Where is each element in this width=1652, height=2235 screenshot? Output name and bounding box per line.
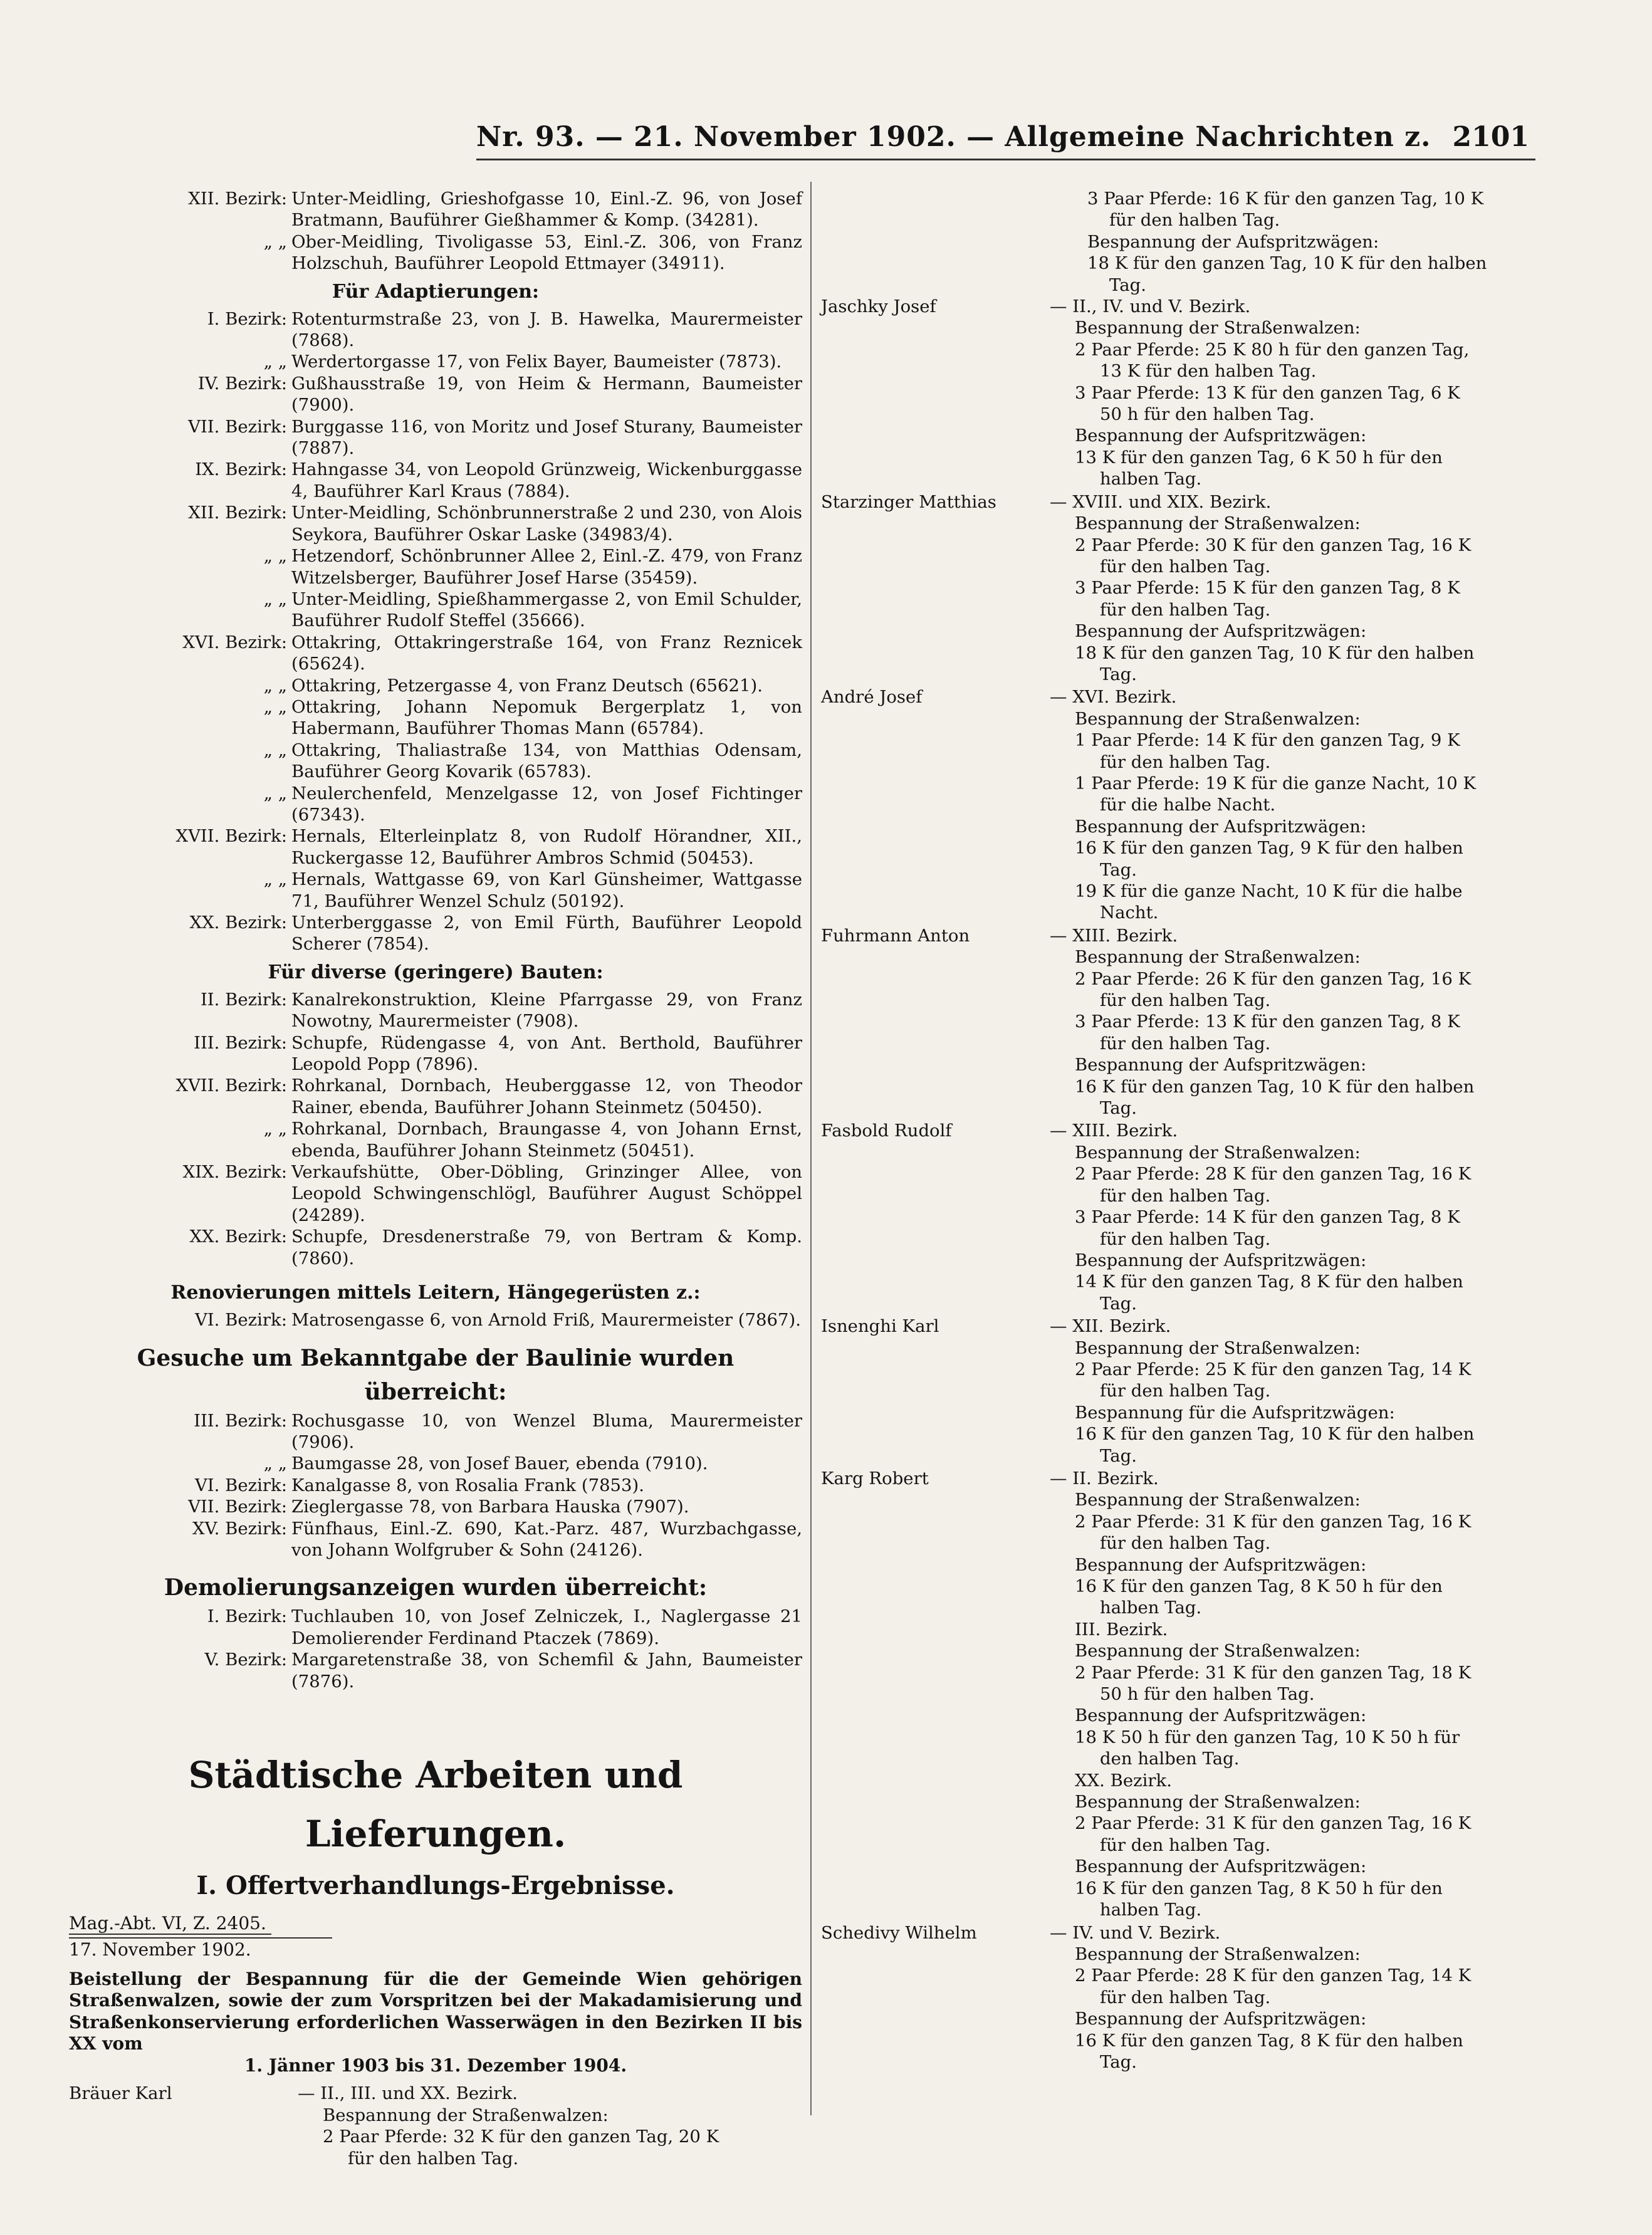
tariff-line: für den halben Tag. bbox=[1100, 1533, 1271, 1554]
entry-text: Zieglergasse 78, von Barbara Hauska (7907). bbox=[291, 1497, 689, 1517]
tariff-line: Bespannung der Aufspritzwägen: bbox=[1075, 1554, 1367, 1575]
district-entry bbox=[69, 1410, 802, 1453]
district-label: XV. Bezirk: bbox=[192, 1518, 287, 1539]
entry-text: Hernals, Wattgasse 69, von Karl Günsheimer, Wattgasse 71, Bauführer Wenzel Schulz (50192). bbox=[291, 869, 802, 911]
district-entry bbox=[69, 589, 802, 632]
entry-text: Ottakring, Johann Nepomuk Bergerplatz 1, von Habermann, Bauführer Thomas Mann (65784). bbox=[291, 696, 802, 739]
district-label: III. Bezirk: bbox=[194, 1032, 287, 1053]
tariff-line: für den halben Tag. bbox=[1100, 599, 1271, 620]
tariff-line: — II., IV. und V. Bezirk. bbox=[1050, 296, 1251, 317]
district-label: VII. Bezirk: bbox=[188, 416, 287, 437]
contractor-entry bbox=[821, 925, 1554, 1119]
tariff-line: 50 h für den halben Tag. bbox=[1100, 1684, 1315, 1705]
entry-text: Matrosengasse 6, von Arnold Friß, Maurermeister (7867). bbox=[291, 1310, 801, 1331]
district-label: „ „ bbox=[263, 740, 287, 760]
contractor-name: Starzinger Matthias bbox=[821, 491, 996, 512]
contractor-entry bbox=[821, 1468, 1554, 1921]
tariff-line: 2 Paar Pferde: 25 K für den ganzen Tag, 14 K bbox=[1075, 1359, 1472, 1379]
entry-text: Ottakring, Ottakringerstraße 164, von Franz Reznicek (65624). bbox=[291, 632, 802, 674]
entry-text: Rochusgasse 10, von Wenzel Bluma, Maurermeister (7906). bbox=[291, 1410, 802, 1452]
district-label: „ „ bbox=[263, 869, 287, 890]
district-label: „ „ bbox=[263, 352, 287, 372]
tariff-line: 3 Paar Pferde: 13 K für den ganzen Tag, 6 K bbox=[1075, 382, 1460, 403]
tariff-line: Tag. bbox=[1100, 2051, 1137, 2072]
district-entry bbox=[69, 869, 802, 912]
tariff-line: 2 Paar Pferde: 30 K für den ganzen Tag, 16 K bbox=[1075, 535, 1472, 555]
entry-text: Tuchlauben 10, von Josef Zelniczek, I., Naglergasse 21 Demolierender Ferdinand Ptaczek (7869). bbox=[291, 1606, 802, 1648]
district-label: VI. Bezirk: bbox=[194, 1310, 287, 1331]
right-column bbox=[821, 188, 1554, 2073]
tender-description: Beistellung der Bespannung für die der Gemeinde Wien gehörigen Straßenwalzen, sowie der zum Vorspritzen bei der Makadamisierung und Straßenkonservierung erforderlichen Wasserwägen in den Bezirken II bis XX vom 1. Jänner 1903 bis 31. Dezember 1904. bbox=[69, 1968, 802, 2076]
district-entry bbox=[69, 1032, 802, 1076]
entry-text: Kanalrekonstruktion, Kleine Pfarrgasse 29, von Franz Nowotny, Maurermeister (7908). bbox=[291, 989, 802, 1032]
left-column bbox=[69, 188, 802, 2169]
district-entry bbox=[69, 1606, 802, 1649]
tariff-line: — XIII. Bezirk. bbox=[1050, 1121, 1178, 1141]
contractor-name: Fuhrmann Anton bbox=[821, 925, 970, 946]
tariff-line: Bespannung der Straßenwalzen: bbox=[1075, 1490, 1361, 1510]
district-label: „ „ bbox=[263, 783, 287, 803]
contractor-entry bbox=[69, 2083, 802, 2169]
adaptierungen-list bbox=[69, 308, 802, 955]
entry-text: Unter-Meidling, Schönbrunnerstraße 2 und 230, von Alois Seykora, Bauführer Oskar Laske (34983/4). bbox=[291, 503, 802, 545]
entry-text: Unterberggasse 2, von Emil Fürth, Bauführer Leopold Scherer (7854). bbox=[291, 913, 802, 955]
tariff-line: 2 Paar Pferde: 26 K für den ganzen Tag, 16 K bbox=[1075, 968, 1472, 989]
contractor-list bbox=[821, 296, 1554, 2073]
district-label: XIX. Bezirk: bbox=[182, 1162, 287, 1183]
district-label: I. Bezirk: bbox=[207, 308, 287, 329]
district-entry bbox=[69, 416, 802, 459]
tender-period: 1. Jänner 1903 bis 31. Dezember 1904. bbox=[244, 2054, 627, 2076]
tariff-line: 2 Paar Pferde: 31 K für den ganzen Tag, 18 K bbox=[1075, 1662, 1472, 1683]
tariff-line: Bespannung der Straßenwalzen: bbox=[1075, 1142, 1361, 1163]
district-label: IV. Bezirk: bbox=[197, 373, 287, 394]
district-label: XVII. Bezirk: bbox=[175, 1076, 287, 1096]
tariff-line: — II., III. und XX. Bezirk. bbox=[298, 2083, 518, 2104]
contractor-entry bbox=[821, 296, 1554, 490]
tariff-line: Bespannung der Straßenwalzen: bbox=[1075, 1944, 1361, 1964]
district-label: XII. Bezirk: bbox=[188, 189, 287, 209]
district-label: „ „ bbox=[263, 1119, 287, 1139]
district-label: VI. Bezirk: bbox=[194, 1475, 287, 1495]
entry-text: Margaretenstraße 38, von Schemfil & Jahn, Baumeister (7876). bbox=[291, 1650, 802, 1692]
tariff-line: 16 K für den ganzen Tag, 8 K für den halben bbox=[1075, 2030, 1463, 2051]
tariff-line: 18 K für den ganzen Tag, 10 K für den halben bbox=[1087, 253, 1487, 274]
district-label: VII. Bezirk: bbox=[188, 1497, 287, 1517]
district-label: „ „ bbox=[263, 675, 287, 696]
tariff-line: Bespannung der Aufspritzwägen: bbox=[1075, 1055, 1367, 1076]
tariff-line: 3 Paar Pferde: 15 K für den ganzen Tag, 8 K bbox=[1075, 578, 1460, 599]
entry-text: Schupfe, Dresdenerstraße 79, von Bertram & Komp. (7860). bbox=[291, 1227, 802, 1269]
tariff-line: für den halben Tag. bbox=[1100, 1228, 1271, 1249]
baulinie-list bbox=[69, 1410, 802, 1561]
tariff-line: Bespannung der Aufspritzwägen: bbox=[1075, 2009, 1367, 2029]
tariff-line: Tag. bbox=[1100, 1445, 1137, 1466]
tariff-line: Nacht. bbox=[1100, 903, 1159, 923]
tariff-line: Bespannung der Straßenwalzen: bbox=[1075, 318, 1361, 338]
district-entry bbox=[69, 1649, 802, 1692]
tariff-line: Tag. bbox=[1100, 859, 1137, 880]
tariff-line: Bespannung der Straßenwalzen: bbox=[1075, 1337, 1361, 1358]
entry-text: Baumgasse 28, von Josef Bauer, ebenda (7910). bbox=[291, 1453, 708, 1474]
tariff-line: für den halben Tag. bbox=[1100, 1835, 1271, 1855]
tariff-line: 18 K für den ganzen Tag, 10 K für den halben bbox=[1075, 642, 1475, 663]
tariff-line: für den halben Tag. bbox=[1100, 1185, 1271, 1206]
district-label: „ „ bbox=[263, 589, 287, 609]
district-entry bbox=[69, 740, 802, 783]
tariff-line: — XVI. Bezirk. bbox=[1050, 687, 1177, 708]
header-rule bbox=[476, 159, 1535, 160]
tariff-line: für den halben Tag. bbox=[1100, 751, 1271, 772]
district-label: XVII. Bezirk: bbox=[175, 826, 287, 847]
tariff-line: Bespannung der Aufspritzwägen: bbox=[1075, 1250, 1367, 1270]
district-entry bbox=[69, 459, 802, 502]
district-label: „ „ bbox=[263, 696, 287, 717]
tariff-line: Bespannung der Straßenwalzen: bbox=[1075, 1792, 1361, 1813]
contractor-name: Karg Robert bbox=[821, 1468, 929, 1489]
tariff-line: 3 Paar Pferde: 16 K für den ganzen Tag, 10 K bbox=[1087, 189, 1484, 209]
tariff-line: 14 K für den ganzen Tag, 8 K für den halben bbox=[1075, 1272, 1463, 1292]
tariff-line: Tag. bbox=[1100, 1098, 1137, 1119]
tariff-line: 19 K für die ganze Nacht, 10 K für die halbe bbox=[1075, 881, 1463, 901]
tariff-line: 16 K für den ganzen Tag, 8 K 50 h für den bbox=[1075, 1576, 1443, 1596]
tariff-line: 16 K für den ganzen Tag, 10 K für den halben bbox=[1075, 1424, 1475, 1445]
district-label: „ „ bbox=[263, 1453, 287, 1474]
column-divider bbox=[810, 182, 812, 2115]
entry-text: Hernals, Elterleinplatz 8, von Rudolf Hörandner, XII., Ruckergasse 12, Bauführer Ambros Schmid (50453). bbox=[291, 826, 802, 868]
entry-text: Fünfhaus, Einl.-Z. 690, Kat.-Parz. 487, Wurzbachgasse, von Johann Wolfgruber & Sohn (24126). bbox=[291, 1518, 802, 1560]
district-entry bbox=[69, 1453, 802, 1474]
tariff-line: für den halben Tag. bbox=[348, 2148, 519, 2169]
entry-text: Kanalgasse 8, von Rosalia Frank (7853). bbox=[291, 1475, 645, 1495]
tariff-line: Bespannung der Straßenwalzen: bbox=[1075, 947, 1361, 968]
tariff-line: für den halben Tag. bbox=[1100, 990, 1271, 1011]
tariff-line: Bespannung der Aufspritzwägen: bbox=[1075, 816, 1367, 837]
district-entry bbox=[69, 1226, 802, 1269]
continued-contractor-lines bbox=[821, 188, 1554, 296]
tariff-line: für den halben Tag. bbox=[1109, 210, 1280, 231]
tariff-line: Bespannung der Straßenwalzen: bbox=[1075, 513, 1361, 534]
entry-text: Unter-Meidling, Spießhammergasse 2, von Emil Schulder, Bauführer Rudolf Steffel (35666). bbox=[291, 589, 802, 631]
contractor-entry bbox=[821, 1922, 1554, 2073]
district-entry bbox=[69, 188, 802, 231]
tariff-line: Tag. bbox=[1100, 664, 1137, 684]
tariff-line: — XVIII. und XIX. Bezirk. bbox=[1050, 491, 1272, 512]
district-entry bbox=[69, 783, 802, 826]
entry-text: Hahngasse 34, von Leopold Grünzweig, Wickenburggasse 4, Bauführer Karl Kraus (7884). bbox=[291, 459, 802, 501]
staedtische-arbeiten-heading: Städtische Arbeiten und Lieferungen. bbox=[188, 1753, 683, 1855]
district-entry bbox=[69, 1161, 802, 1226]
district-entry bbox=[69, 675, 802, 696]
entry-text: Ottakring, Petzergasse 4, von Franz Deutsch (65621). bbox=[291, 675, 763, 696]
entry-text: Schupfe, Rüdengasse 4, von Ant. Berthold, Bauführer Leopold Popp (7896). bbox=[291, 1032, 802, 1075]
district-entry bbox=[69, 825, 802, 869]
tariff-line: Bespannung der Straßenwalzen: bbox=[1075, 708, 1361, 729]
entry-text: Rohrkanal, Dornbach, Heuberggasse 12, von Theodor Rainer, ebenda, Bauführer Johann Steinmetz (50450). bbox=[291, 1076, 802, 1118]
contractor-name: Bräuer Karl bbox=[69, 2083, 172, 2104]
entry-text: Hetzendorf, Schönbrunner Allee 2, Einl.-Z. 479, von Franz Witzelsberger, Bauführer Josef Harse (35459). bbox=[291, 546, 802, 588]
contractor-name: Fasbold Rudolf bbox=[821, 1121, 952, 1141]
contractor-entry bbox=[821, 686, 1554, 923]
tariff-line: für den halben Tag. bbox=[1100, 1987, 1271, 2007]
tariff-line: 13 K für den ganzen Tag, 6 K 50 h für den bbox=[1075, 447, 1443, 468]
tariff-line: für den halben Tag. bbox=[1100, 1033, 1271, 1054]
tariff-line: 2 Paar Pferde: 32 K für den ganzen Tag, 20 K bbox=[323, 2127, 719, 2147]
contractor-name: André Josef bbox=[821, 687, 923, 708]
district-label: „ „ bbox=[263, 546, 287, 567]
tariff-line: 16 K für den ganzen Tag, 8 K 50 h für den bbox=[1075, 1878, 1443, 1898]
tariff-line: halben Tag. bbox=[1100, 1598, 1202, 1618]
header-title: Nr. 93. — 21. November 1902. — Allgemeine Nachrichten z. bbox=[476, 121, 1431, 153]
district-entry bbox=[69, 1518, 802, 1561]
district-entry bbox=[69, 373, 802, 416]
district-label: XII. Bezirk: bbox=[188, 503, 287, 523]
tariff-line: Tag. bbox=[1100, 1293, 1137, 1314]
diverse-heading: Für diverse (geringere) Bauten: bbox=[268, 961, 604, 983]
tariff-line: — IV. und V. Bezirk. bbox=[1050, 1922, 1221, 1943]
demolierung-list bbox=[69, 1606, 802, 1692]
entry-text: Gußhausstraße 19, von Heim & Hermann, Baumeister (7900). bbox=[291, 373, 802, 416]
district-label: V. Bezirk: bbox=[204, 1650, 287, 1670]
tariff-line: Bespannung der Aufspritzwägen: bbox=[1075, 426, 1367, 446]
tariff-line: Bespannung der Aufspritzwägen: bbox=[1075, 1705, 1367, 1726]
building-permits-list bbox=[69, 188, 802, 275]
demolierung-heading: Demolierungsanzeigen wurden überreicht: bbox=[164, 1574, 708, 1601]
offert-heading: I. Offertverhandlungs-Ergebnisse. bbox=[196, 1870, 675, 1900]
contractor-entry bbox=[821, 491, 1554, 686]
district-entry bbox=[69, 1496, 802, 1517]
contractor-name: Schedivy Wilhelm bbox=[821, 1922, 977, 1943]
tariff-line: 3 Paar Pferde: 13 K für den ganzen Tag, 8 K bbox=[1075, 1012, 1460, 1032]
district-entry bbox=[69, 989, 802, 1032]
district-label: XVI. Bezirk: bbox=[182, 632, 287, 652]
contractor-entry bbox=[821, 1316, 1554, 1467]
adaptierungen-heading: Für Adaptierungen: bbox=[332, 280, 540, 303]
tariff-line: — XIII. Bezirk. bbox=[1050, 925, 1178, 946]
tariff-line: 1 Paar Pferde: 19 K für die ganze Nacht, 10 K bbox=[1075, 773, 1476, 793]
entry-text: Burggasse 116, von Moritz und Josef Sturany, Baumeister (7887). bbox=[291, 416, 802, 459]
entry-text: Unter-Meidling, Grieshofgasse 10, Einl.-Z. 96, von Josef Bratmann, Bauführer Gießhammer & Komp. (34281). bbox=[291, 189, 802, 231]
tariff-line: Bespannung der Straßenwalzen: bbox=[1075, 1641, 1361, 1662]
entry-text: Ottakring, Thaliastraße 134, von Matthias Odensam, Bauführer Georg Kovarik (65783). bbox=[291, 740, 802, 782]
tariff-line: Tag. bbox=[1109, 275, 1146, 295]
contractor-entry bbox=[821, 1120, 1554, 1314]
district-label: III. Bezirk: bbox=[194, 1410, 287, 1431]
district-entry bbox=[69, 696, 802, 740]
tariff-line: für die halbe Nacht. bbox=[1100, 795, 1276, 815]
district-label: XX. Bezirk: bbox=[189, 913, 287, 933]
district-entry bbox=[69, 632, 802, 675]
district-label: IX. Bezirk: bbox=[195, 459, 287, 480]
notice-date: 17. November 1902. bbox=[69, 1937, 332, 1961]
diverse-list bbox=[69, 989, 802, 1269]
tariff-line: 13 K für den halben Tag. bbox=[1100, 361, 1317, 382]
entry-text: Verkaufshütte, Ober-Döbling, Grinzinger Allee, von Leopold Schwingenschlögl, Bauführer August Schöppel (24289). bbox=[291, 1162, 802, 1225]
district-entry bbox=[69, 1118, 802, 1161]
magistrat-reference: Mag.-Abt. VI, Z. 2405. bbox=[69, 1912, 802, 1935]
district-entry bbox=[69, 351, 802, 372]
tariff-line: 2 Paar Pferde: 28 K für den ganzen Tag, 14 K bbox=[1075, 1965, 1472, 1986]
entry-text: Neulerchenfeld, Menzelgasse 12, von Josef Fichtinger (67343). bbox=[291, 783, 802, 825]
renovierungen-list bbox=[69, 1309, 802, 1331]
district-entry bbox=[69, 502, 802, 545]
district-label: XX. Bezirk: bbox=[189, 1227, 287, 1247]
tariff-line: 2 Paar Pferde: 25 K 80 h für den ganzen Tag, bbox=[1075, 339, 1470, 360]
tariff-line: den halben Tag. bbox=[1100, 1749, 1240, 1769]
district-label: „ „ bbox=[263, 231, 287, 252]
district-entry bbox=[69, 231, 802, 275]
tariff-line: 2 Paar Pferde: 31 K für den ganzen Tag, 16 K bbox=[1075, 1511, 1472, 1532]
tariff-line: 50 h für den halben Tag. bbox=[1100, 404, 1315, 425]
tariff-line: — XII. Bezirk. bbox=[1050, 1316, 1171, 1337]
tariff-line: 1 Paar Pferde: 14 K für den ganzen Tag, 9 K bbox=[1075, 730, 1460, 751]
page-header bbox=[75, 116, 1535, 160]
tariff-line: 3 Paar Pferde: 14 K für den ganzen Tag, 8 K bbox=[1075, 1207, 1460, 1228]
tariff-line: Bespannung der Aufspritzwägen: bbox=[1075, 621, 1367, 642]
tariff-line: halben Tag. bbox=[1100, 469, 1202, 489]
district-entry bbox=[69, 1075, 802, 1118]
tariff-line: 18 K 50 h für den ganzen Tag, 10 K 50 h für bbox=[1075, 1727, 1460, 1747]
contractor-name: Jaschky Josef bbox=[821, 296, 936, 317]
tariff-line: Bespannung der Aufspritzwägen: bbox=[1075, 1856, 1367, 1877]
tariff-line: III. Bezirk. bbox=[1075, 1619, 1168, 1640]
district-entry bbox=[69, 545, 802, 589]
renovierungen-heading: Renovierungen mittels Leitern, Hängegerüsten z.: bbox=[170, 1282, 701, 1304]
tariff-line: 16 K für den ganzen Tag, 9 K für den halben bbox=[1075, 838, 1463, 859]
page-number: 2101 bbox=[1452, 121, 1529, 153]
district-label: I. Bezirk: bbox=[207, 1606, 287, 1627]
tariff-line: 2 Paar Pferde: 31 K für den ganzen Tag, 16 K bbox=[1075, 1813, 1472, 1834]
tariff-line: Bespannung der Aufspritzwägen: bbox=[1087, 231, 1379, 252]
tariff-line: 16 K für den ganzen Tag, 10 K für den halben bbox=[1075, 1076, 1475, 1097]
district-entry bbox=[69, 308, 802, 352]
contractor-name: Isnenghi Karl bbox=[821, 1316, 939, 1337]
tariff-line: 2 Paar Pferde: 28 K für den ganzen Tag, 16 K bbox=[1075, 1164, 1472, 1185]
tariff-line: für den halben Tag. bbox=[1100, 1381, 1271, 1401]
district-entry bbox=[69, 912, 802, 955]
entry-text: Ober-Meidling, Tivoligasse 53, Einl.-Z. 306, von Franz Holzschuh, Bauführer Leopold Ettmayer (34911). bbox=[291, 231, 802, 274]
district-label: II. Bezirk: bbox=[200, 989, 287, 1010]
tariff-line: — II. Bezirk. bbox=[1050, 1468, 1159, 1489]
tariff-line: halben Tag. bbox=[1100, 1900, 1202, 1920]
tariff-line: Bespannung für die Aufspritzwägen: bbox=[1075, 1402, 1395, 1423]
entry-text: Werdertorgasse 17, von Felix Bayer, Baumeister (7873). bbox=[291, 352, 782, 372]
entry-text: Rotenturmstraße 23, von J. B. Hawelka, Maurermeister (7868). bbox=[291, 308, 802, 351]
baulinie-heading: Gesuche um Bekanntgabe der Baulinie wurden überreicht: bbox=[137, 1344, 735, 1405]
district-entry bbox=[69, 1309, 802, 1331]
tariff-line: Bespannung der Straßenwalzen: bbox=[323, 2105, 609, 2125]
tariff-line: für den halben Tag. bbox=[1100, 556, 1271, 577]
tariff-line: XX. Bezirk. bbox=[1075, 1770, 1172, 1791]
entry-text: Rohrkanal, Dornbach, Braungasse 4, von Johann Ernst, ebenda, Bauführer Johann Steinmetz (50451). bbox=[291, 1119, 802, 1161]
district-entry bbox=[69, 1475, 802, 1496]
